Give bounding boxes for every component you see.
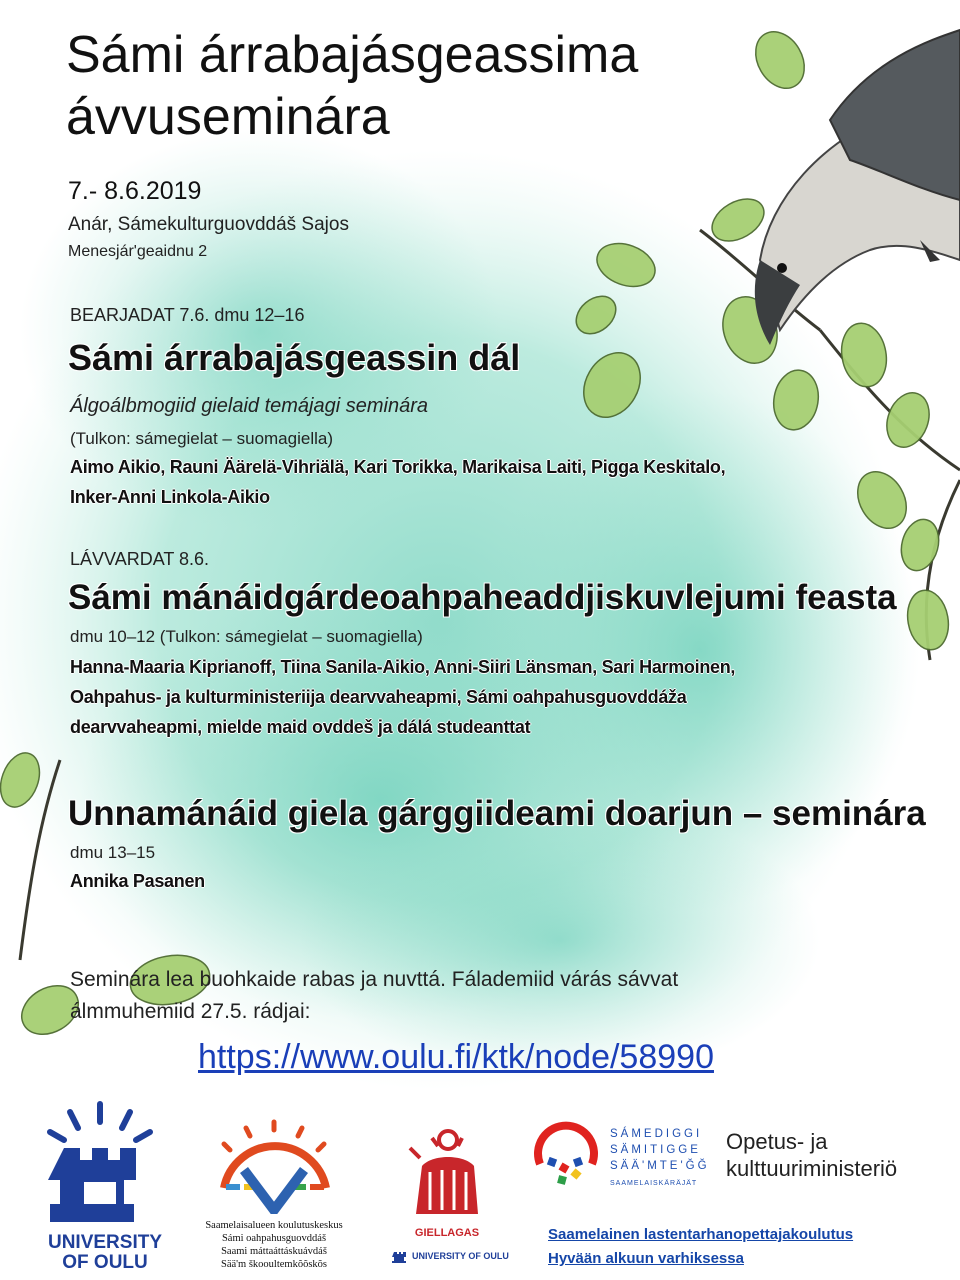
footer-link-teacher-education[interactable]: Saamelainen lastentarhanopettajakoulutus xyxy=(548,1226,854,1243)
ministry-line-1: Opetus- ja xyxy=(726,1129,828,1154)
sogsakk-line-4: Sää'm škooultemkõõskõs xyxy=(220,1259,327,1270)
poster-title xyxy=(66,24,638,148)
samediggi-line-3: SÄÄ'MTE'ĞĞ xyxy=(610,1160,710,1172)
sogsakk-line-1: Saamelaisalueen koulutuskeskus xyxy=(205,1220,343,1231)
day1-interpretation: (Tulkon: sámegielat – suomagiella) xyxy=(70,429,333,448)
day1-subtitle: Álgoálbmogiid gielaid temájagi seminára xyxy=(70,395,428,417)
registration-text xyxy=(70,964,850,1028)
uo-small-logo xyxy=(392,1248,522,1264)
uo-line-2: OF OULU xyxy=(62,1252,148,1273)
registration-line-1: Seminára lea buohkaide rabas ja nuvttá. Fálademiid várás sávvat xyxy=(70,968,679,991)
samediggi-line-1: SÁMEDIGGI xyxy=(610,1128,703,1140)
event-place: Anár, Sámekulturguovddáš Sajos xyxy=(68,214,349,235)
title-line-1: Sámi árrabajásgeassima xyxy=(66,26,639,84)
title-line-2: ávvuseminára xyxy=(66,88,390,146)
registration-link[interactable]: https://www.oulu.fi/ktk/node/58990 xyxy=(198,1038,714,1076)
samediggi-line-4: SAAMELAISKÄRÄJÄT xyxy=(610,1180,698,1187)
day2-time: dmu 10–12 (Tulkon: sámegielat – suomagiella) xyxy=(70,627,423,646)
seminar-time: dmu 13–15 xyxy=(70,843,156,862)
sogsakk-line-2: Sámi oahpahusguovddáš xyxy=(221,1233,327,1244)
day1-title: Sámi árrabajásgeassin dál xyxy=(68,337,521,378)
day2-header: LÁVVARDAT 8.6. xyxy=(70,549,210,569)
ministry-line-2: kulttuuriministeriö xyxy=(726,1156,898,1181)
footer-link-good-start[interactable]: Hyvään alkuun varhiksessa xyxy=(548,1250,744,1267)
day1-header: BEARJADAT 7.6. dmu 12–16 xyxy=(70,305,305,325)
uo-small-label: UNIVERSITY OF OULU xyxy=(412,1251,509,1261)
uo-line-1: UNIVERSITY xyxy=(47,1232,163,1253)
ministry-logo xyxy=(726,1128,897,1182)
samediggi-logo xyxy=(530,1118,720,1208)
samediggi-circle-icon xyxy=(530,1118,602,1194)
giellagas-logo xyxy=(392,1126,512,1261)
sogsakk-logo xyxy=(188,1118,360,1278)
day2-speakers-line-1: Hanna-Maaria Kiprianoff, Tiina Sanila-Aikio, Anni-Siiri Länsman, Sari Harmoinen, xyxy=(70,657,736,677)
sogsakk-line-3: Saami máttaáttáskuávdáš xyxy=(221,1246,327,1257)
day2-speakers-line-2: Oahpahus- ja kulturministeriija dearvvaheapmi, Sámi oahpahusguovddáža xyxy=(70,687,687,707)
uo-small-tower-icon xyxy=(392,1248,408,1264)
university-tower-icon xyxy=(40,1100,170,1228)
samediggi-line-2: SÄMITIGGE xyxy=(610,1144,701,1156)
giellagas-label: GIELLAGAS xyxy=(414,1227,480,1239)
event-date: 7.- 8.6.2019 xyxy=(68,177,202,205)
day1-speakers-line-2: Inker-Anni Linkola-Aikio xyxy=(70,487,270,507)
day1-speakers-line-1: Aimo Aikio, Rauni Äärelä-Vihriälä, Kari Torikka, Marikaisa Laiti, Pigga Keskitalo, xyxy=(70,457,726,477)
day2-speakers-line-3: dearvvaheapmi, mielde maid ovddeš ja dálá studeanttat xyxy=(70,717,531,737)
event-address: Menesjár'geaidnu 2 xyxy=(68,243,208,260)
sogsakk-sun-icon xyxy=(188,1118,360,1214)
registration-line-2: álmmuhemiid 27.5. rádjai: xyxy=(70,1000,311,1023)
university-of-oulu-logo xyxy=(40,1100,170,1273)
giellagas-drum-figure-icon xyxy=(392,1126,512,1222)
day2-title: Sámi mánáidgárdeoahpaheaddjiskuvlejumi feasta xyxy=(68,578,897,617)
seminar-title: Unnamánáid giela gárggiideami doarjun – seminára xyxy=(68,794,926,833)
seminar-speaker: Annika Pasanen xyxy=(70,871,205,891)
